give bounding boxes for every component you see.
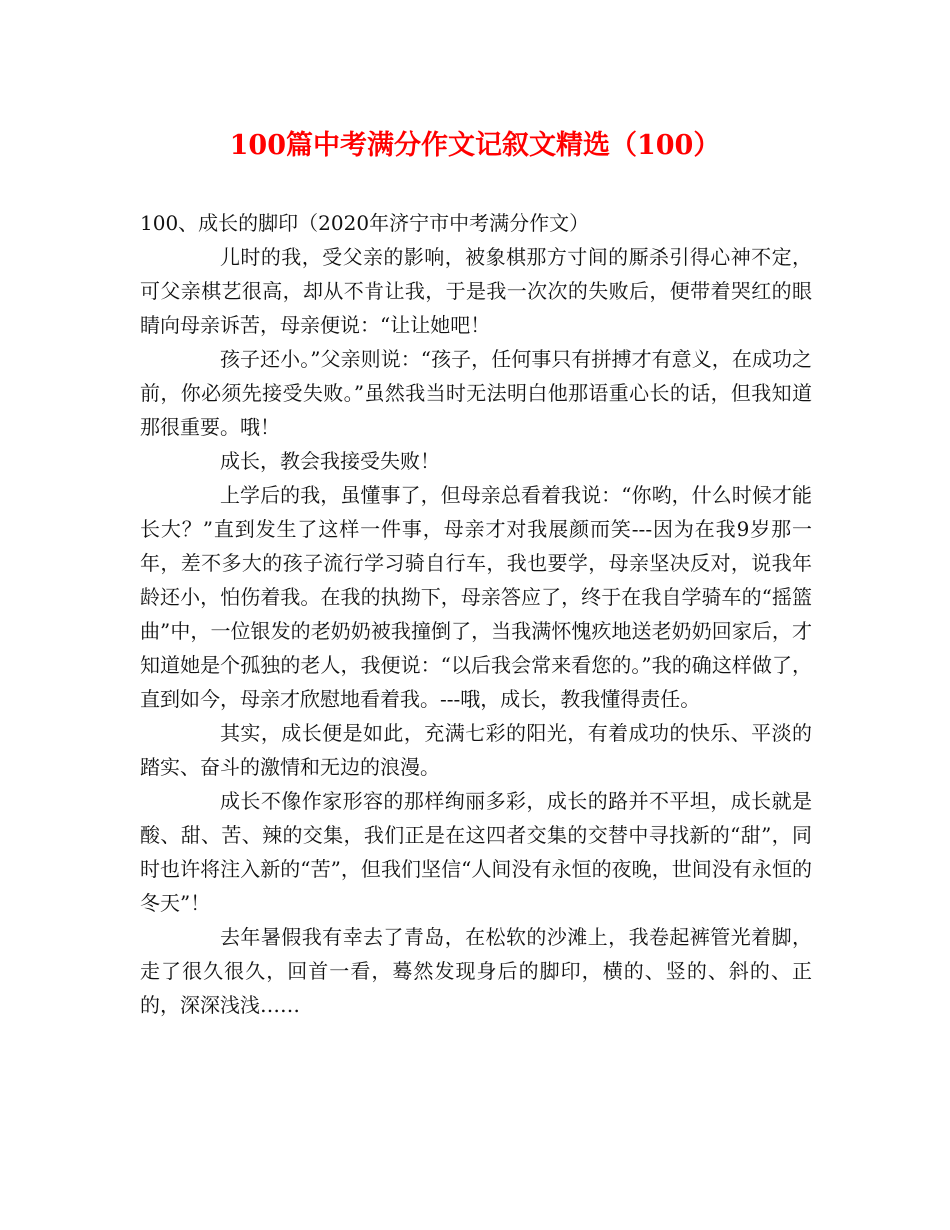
essay-subtitle: 100、成长的脚印（2020年济宁市中考满分作文） [140, 211, 590, 235]
document-body [140, 206, 812, 1022]
document-title: 100篇中考满分作文记叙文精选（100） [229, 130, 721, 161]
paragraph-4: 上学后的我，虽懂事了，但母亲总看着我说：“你哟，什么时候才能长大？”直到发生了这样一件事，母亲才对我展颜而笑---因为在我9岁那一年，差不多大的孩子流行学习骑自行车，我也要学，母亲坚决反对，说我年龄还小，怕伤着我。在我的执拗下，母亲答应了，终于在我自学骑车的“摇篮曲”中，一位银发的老奶奶被我撞倒了，当我满怀愧疚地送老奶奶回家后，才知道她是个孤独的老人，我便说：“以后我会常来看您的。”我的确这样做了，直到如今，母亲才欣慰地看着我。---哦，成长，教我懂得责任。 [140, 483, 812, 711]
paragraph-1: 儿时的我，受父亲的影响，被象棋那方寸间的厮杀引得心神不定，可父亲棋艺很高，却从不肯让我，于是我一次次的失败后，便带着哭红的眼睛向母亲诉苦，母亲便说：“让让她吧！ [140, 245, 812, 337]
paragraph-6: 成长不像作家形容的那样绚丽多彩，成长的路并不平坦，成长就是酸、甜、苦、辣的交集，我们正是在这四者交集的交替中寻找新的“甜”，同时也许将注入新的“苦”，但我们坚信“人间没有永恒的夜晚，世间没有永恒的冬天”！ [140, 789, 812, 915]
paragraph-2: 孩子还小。”父亲则说：“孩子，任何事只有拼搏才有意义，在成功之前，你必须先接受失败。”虽然我当时无法明白他那语重心长的话，但我知道那很重要。哦！ [140, 347, 812, 439]
paragraph-5: 其实，成长便是如此，充满七彩的阳光，有着成功的快乐、平淡的踏实、奋斗的激情和无边的浪漫。 [140, 721, 812, 779]
paragraph-7: 去年暑假我有幸去了青岛，在松软的沙滩上，我卷起裤管光着脚，走了很久很久，回首一看，蓦然发现身后的脚印，横的、竖的、斜的、正的，深深浅浅…… [140, 925, 812, 1017]
paragraph-3: 成长，教会我接受失败！ [220, 449, 440, 473]
